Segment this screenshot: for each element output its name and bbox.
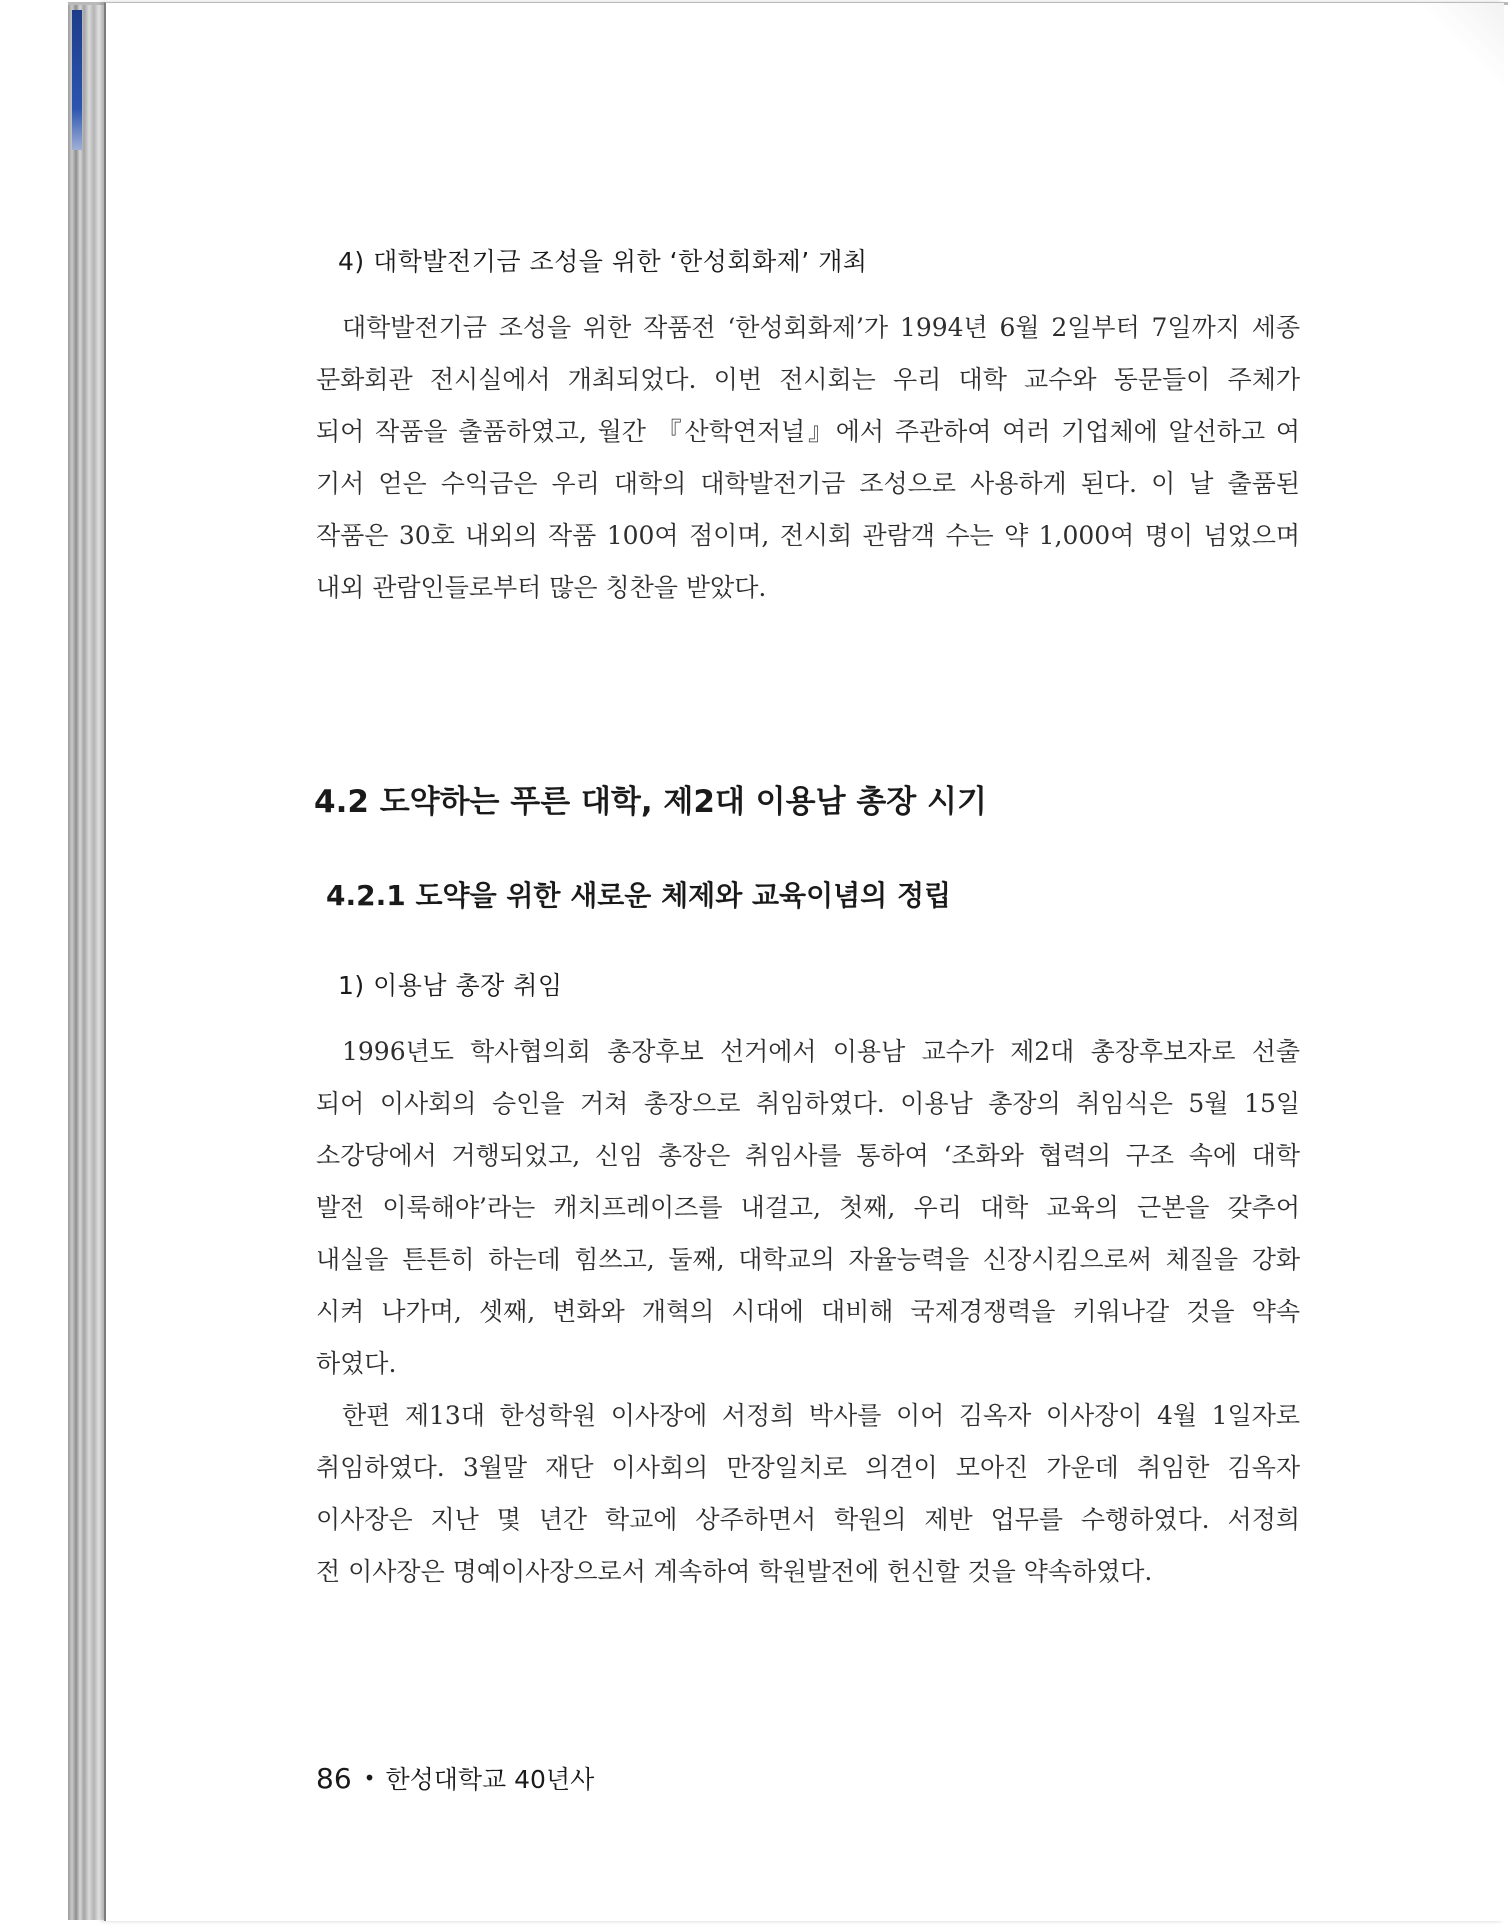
subsection-title: 4.2.1 도약을 위한 새로운 체제와 교육이념의 정립 xyxy=(326,879,952,912)
paragraph-line: 1996년도 학사협의회 총장후보 선거에서 이용남 교수가 제2대 총장후보자로 선출 xyxy=(342,1037,1300,1066)
paragraph-line: 시켜 나가며, 셋째, 변화와 개혁의 시대에 대비해 국제경쟁력을 키워나갈 것을 약속 xyxy=(316,1297,1300,1326)
paragraph-line: 발전 이룩해야’라는 캐치프레이즈를 내걸고, 첫째, 우리 대학 교육의 근본을 갖추어 xyxy=(316,1193,1300,1222)
paragraph-line: 전 이사장은 명예이사장으로서 계속하여 학원발전에 헌신할 것을 약속하였다. xyxy=(316,1557,1153,1586)
paragraph-line: 내외 관람인들로부터 많은 칭찬을 받았다. xyxy=(316,573,767,602)
footer-bullet: • xyxy=(363,1766,376,1790)
paragraph-line: 작품은 30호 내외의 작품 100여 점이며, 전시회 관람객 수는 약 1,000여 명이 넘었으며 xyxy=(316,521,1300,550)
page-footer xyxy=(316,1760,594,1796)
paragraph-line: 되어 이사회의 승인을 거쳐 총장으로 취임하였다. 이용남 총장의 취임식은 5월 15일 xyxy=(316,1089,1300,1118)
page-number: 86 xyxy=(316,1762,352,1795)
heading-4-fundraising-exhibition: 4) 대학발전기금 조성을 위한 ‘한성회화제’ 개최 xyxy=(338,247,868,276)
paragraph-line: 기서 얻은 수익금은 우리 대학의 대학발전기금 조성으로 사용하게 된다. 이 날 출품된 xyxy=(316,469,1300,498)
paragraph-line: 취임하였다. 3월말 재단 이사회의 만장일치로 의견이 모아진 가운데 취임한 김옥자 xyxy=(316,1453,1300,1482)
paragraph-inauguration xyxy=(316,1026,1300,1390)
paragraph-line: 내실을 튼튼히 하는데 힘쓰고, 둘째, 대학교의 자율능력을 신장시킴으로써 체질을 강화 xyxy=(316,1245,1300,1274)
paragraph-line: 문화회관 전시실에서 개최되었다. 이번 전시회는 우리 대학 교수와 동문들이 주체가 xyxy=(316,365,1300,394)
section-title: 4.2 도약하는 푸른 대학, 제2대 이용남 총장 시기 xyxy=(314,784,987,820)
heading-1-president-inauguration: 1) 이용남 총장 취임 xyxy=(338,971,563,1000)
book-page-edges xyxy=(68,2,106,1920)
paragraph-line: 되어 작품을 출품하였고, 월간 『산학연저널』에서 주관하여 여러 기업체에 알선하고 여 xyxy=(316,417,1300,446)
book-cover-edge xyxy=(72,10,82,150)
page-corner-shade xyxy=(1394,3,1504,113)
paragraph-line: 소강당에서 거행되었고, 신임 총장은 취임사를 통하여 ‘조화와 협력의 구조 속에 대학 xyxy=(316,1141,1300,1170)
paragraph-line: 한편 제13대 한성학원 이사장에 서정희 박사를 이어 김옥자 이사장이 4월 1일자로 xyxy=(342,1401,1300,1430)
paragraph-line: 이사장은 지난 몇 년간 학교에 상주하면서 학원의 제반 업무를 수행하였다. 서정희 xyxy=(316,1505,1300,1534)
paragraph-exhibition xyxy=(316,302,1300,614)
book-title: 한성대학교 40년사 xyxy=(385,1765,595,1794)
book-page xyxy=(104,2,1504,1921)
paragraph-board-chair xyxy=(316,1390,1300,1598)
paragraph-line: 하였다. xyxy=(316,1349,397,1378)
paragraph-line: 대학발전기금 조성을 위한 작품전 ‘한성회화제’가 1994년 6월 2일부터 7일까지 세종 xyxy=(342,313,1300,342)
